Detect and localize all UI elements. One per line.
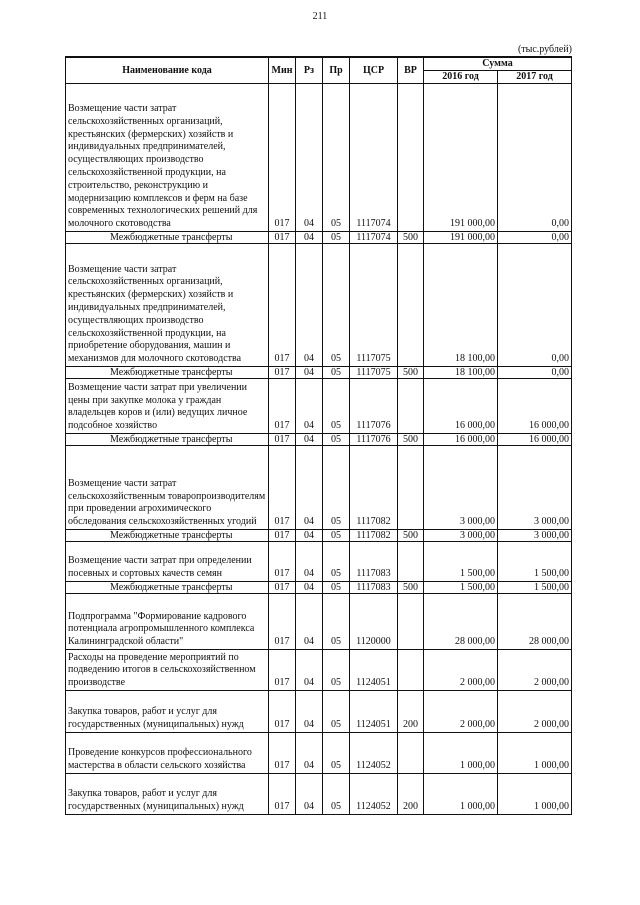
cell-2016: 1 000,00: [424, 733, 498, 774]
cell-vr: 500: [398, 530, 424, 542]
cell-name: Межбюджетные трансферты: [66, 582, 269, 594]
cell-2016: 16 000,00: [424, 434, 498, 446]
cell-rz: 04: [296, 691, 323, 733]
cell-name: Расходы на проведение мероприятий по подведению итогов в сельскохозяйственном производстве: [66, 650, 269, 691]
cell-2017: 3 000,00: [498, 530, 572, 542]
cell-2017: 0,00: [498, 367, 572, 379]
cell-pr: 05: [323, 774, 350, 815]
table-row: [66, 594, 572, 650]
cell-vr: 200: [398, 691, 424, 733]
cell-name: Межбюджетные трансферты: [66, 434, 269, 446]
cell-rz: 04: [296, 84, 323, 232]
cell-2016: 28 000,00: [424, 594, 498, 650]
cell-2017: 3 000,00: [498, 446, 572, 530]
cell-rz: 04: [296, 774, 323, 815]
cell-pr: 05: [323, 691, 350, 733]
cell-csr: 1117083: [350, 542, 398, 582]
table-row: [66, 434, 572, 446]
cell-min: 017: [269, 542, 296, 582]
cell-vr: 200: [398, 774, 424, 815]
cell-name: Возмещение части затрат сельскохозяйственных организаций, крестьянских (фермерских) хозяйств и индивидуальных предпринимателей, осуществляющих производство сельскохозяйственной продукции, на строительство, реконструкцию и модернизацию комплексов и ферм на базе современных технологических решений для молочного скотоводства: [66, 84, 269, 232]
cell-csr: 1124051: [350, 650, 398, 691]
cell-rz: 04: [296, 542, 323, 582]
cell-min: 017: [269, 582, 296, 594]
header-rz: Рз: [296, 57, 323, 84]
budget-table: [65, 56, 572, 815]
cell-2016: 16 000,00: [424, 379, 498, 434]
cell-name: Возмещение части затрат при определении посевных и сортовых качеств семян: [66, 542, 269, 582]
table-row: [66, 84, 572, 232]
table-row: [66, 582, 572, 594]
cell-csr: 1117075: [350, 367, 398, 379]
table-header: [66, 57, 572, 84]
cell-2016: 1 000,00: [424, 774, 498, 815]
table-row: [66, 650, 572, 691]
table-row: [66, 733, 572, 774]
cell-2017: 1 000,00: [498, 733, 572, 774]
cell-name: Возмещение части затрат сельскохозяйственных организаций, крестьянских (фермерских) хозяйств и индивидуальных предпринимателей, осуществляющих производство сельскохозяйственной продукции, на приобретение оборудования, машин и механизмов для молочного скотоводства: [66, 244, 269, 367]
cell-name: Закупка товаров, работ и услуг для государственных (муниципальных) нужд: [66, 691, 269, 733]
cell-2016: 2 000,00: [424, 691, 498, 733]
cell-vr: [398, 379, 424, 434]
cell-min: 017: [269, 691, 296, 733]
cell-2017: 0,00: [498, 84, 572, 232]
cell-csr: 1124051: [350, 691, 398, 733]
cell-2017: 28 000,00: [498, 594, 572, 650]
cell-name: Проведение конкурсов профессионального мастерства в области сельского хозяйства: [66, 733, 269, 774]
cell-vr: [398, 244, 424, 367]
cell-vr: [398, 446, 424, 530]
cell-pr: 05: [323, 542, 350, 582]
cell-rz: 04: [296, 733, 323, 774]
cell-min: 017: [269, 733, 296, 774]
cell-vr: [398, 84, 424, 232]
cell-2016: 1 500,00: [424, 582, 498, 594]
cell-2017: 1 500,00: [498, 542, 572, 582]
cell-name: Межбюджетные трансферты: [66, 367, 269, 379]
cell-2016: 18 100,00: [424, 367, 498, 379]
cell-name: Возмещение части затрат при увеличении цены при закупке молока у граждан владельцев коров и (или) ведущих личное подсобное хозяйство: [66, 379, 269, 434]
header-csr: ЦСР: [350, 57, 398, 84]
cell-csr: 1117075: [350, 244, 398, 367]
header-name: Наименование кода: [66, 57, 269, 84]
cell-2017: 16 000,00: [498, 379, 572, 434]
cell-csr: 1117076: [350, 434, 398, 446]
cell-min: 017: [269, 650, 296, 691]
header-min: Мин: [269, 57, 296, 84]
cell-pr: 05: [323, 379, 350, 434]
cell-2017: 2 000,00: [498, 650, 572, 691]
cell-min: 017: [269, 367, 296, 379]
cell-min: 017: [269, 232, 296, 244]
cell-pr: 05: [323, 530, 350, 542]
cell-2016: 3 000,00: [424, 530, 498, 542]
cell-vr: 500: [398, 232, 424, 244]
cell-min: 017: [269, 379, 296, 434]
cell-csr: 1117083: [350, 582, 398, 594]
cell-rz: 04: [296, 379, 323, 434]
cell-rz: 04: [296, 244, 323, 367]
cell-pr: 05: [323, 367, 350, 379]
cell-pr: 05: [323, 446, 350, 530]
cell-min: 017: [269, 774, 296, 815]
cell-pr: 05: [323, 84, 350, 232]
cell-pr: 05: [323, 582, 350, 594]
table-row: [66, 379, 572, 434]
cell-csr: 1120000: [350, 594, 398, 650]
cell-csr: 1124052: [350, 733, 398, 774]
cell-name: Возмещение части затрат сельскохозяйственным товаропроизводителям при проведении агрохимического обследования сельскохозяйственных угодий: [66, 446, 269, 530]
cell-vr: 500: [398, 582, 424, 594]
cell-rz: 04: [296, 594, 323, 650]
cell-vr: [398, 542, 424, 582]
cell-vr: 500: [398, 367, 424, 379]
cell-csr: 1117076: [350, 379, 398, 434]
cell-rz: 04: [296, 434, 323, 446]
cell-pr: 05: [323, 733, 350, 774]
cell-2016: 1 500,00: [424, 542, 498, 582]
cell-2016: 3 000,00: [424, 446, 498, 530]
cell-rz: 04: [296, 530, 323, 542]
cell-pr: 05: [323, 594, 350, 650]
table-row: [66, 691, 572, 733]
cell-csr: 1117082: [350, 530, 398, 542]
header-sum: Сумма: [424, 57, 572, 71]
cell-csr: 1117082: [350, 446, 398, 530]
cell-2017: 1 000,00: [498, 774, 572, 815]
cell-min: 017: [269, 434, 296, 446]
cell-csr: 1124052: [350, 774, 398, 815]
cell-vr: 500: [398, 434, 424, 446]
cell-2017: 0,00: [498, 232, 572, 244]
cell-rz: 04: [296, 582, 323, 594]
cell-name: Закупка товаров, работ и услуг для государственных (муниципальных) нужд: [66, 774, 269, 815]
cell-min: 017: [269, 84, 296, 232]
cell-rz: 04: [296, 232, 323, 244]
cell-vr: [398, 650, 424, 691]
cell-2016: 191 000,00: [424, 84, 498, 232]
cell-csr: 1117074: [350, 232, 398, 244]
cell-rz: 04: [296, 446, 323, 530]
cell-pr: 05: [323, 650, 350, 691]
cell-min: 017: [269, 594, 296, 650]
table-row: [66, 530, 572, 542]
table-row: [66, 244, 572, 367]
cell-2016: 18 100,00: [424, 244, 498, 367]
cell-min: 017: [269, 446, 296, 530]
cell-2017: 1 500,00: [498, 582, 572, 594]
cell-min: 017: [269, 244, 296, 367]
cell-name: Межбюджетные трансферты: [66, 530, 269, 542]
cell-vr: [398, 733, 424, 774]
units-label: (тыс.рублей): [517, 44, 572, 55]
table-row: [66, 774, 572, 815]
header-vr: ВР: [398, 57, 424, 84]
cell-rz: 04: [296, 367, 323, 379]
cell-pr: 05: [323, 232, 350, 244]
table-row: [66, 232, 572, 244]
cell-pr: 05: [323, 434, 350, 446]
header-2017: 2017 год: [498, 71, 572, 84]
cell-2017: 16 000,00: [498, 434, 572, 446]
header-2016: 2016 год: [424, 71, 498, 84]
cell-name: Межбюджетные трансферты: [66, 232, 269, 244]
table-row: [66, 367, 572, 379]
cell-rz: 04: [296, 650, 323, 691]
page-number: 211: [312, 11, 328, 22]
cell-2017: 0,00: [498, 244, 572, 367]
cell-2017: 2 000,00: [498, 691, 572, 733]
cell-2016: 191 000,00: [424, 232, 498, 244]
cell-min: 017: [269, 530, 296, 542]
cell-2016: 2 000,00: [424, 650, 498, 691]
header-pr: Пр: [323, 57, 350, 84]
cell-csr: 1117074: [350, 84, 398, 232]
table-row: [66, 446, 572, 530]
cell-name: Подпрограмма "Формирование кадрового потенциала агропромышленного комплекса Калининградской области": [66, 594, 269, 650]
cell-pr: 05: [323, 244, 350, 367]
table-row: [66, 542, 572, 582]
cell-vr: [398, 594, 424, 650]
